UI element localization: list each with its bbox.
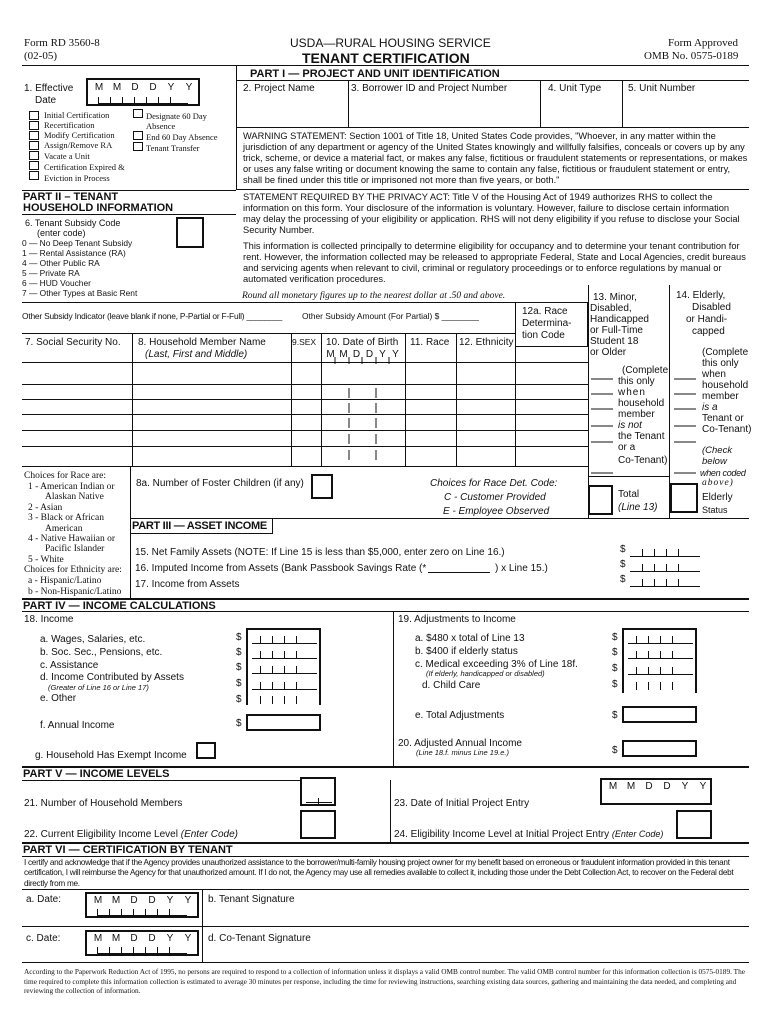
line-19e-label: e. Total Adjustments [415, 710, 505, 721]
dollar-sign: $ [612, 632, 618, 643]
line-19c-note: (If elderly, handicapped or disabled) [426, 669, 545, 678]
race-det-employee: E - Employee Observed [443, 506, 550, 517]
col-dob-header: 10. Date of Birth [326, 337, 399, 348]
initial-certification-checkbox[interactable] [29, 111, 39, 120]
agency-name: USDA—RURAL HOUSING SERVICE [290, 36, 491, 50]
certification-text: I certify and acknowledge that if the Agency provides unauthorized assistance to the borrower/multi-family housing project owner for my benefit based on erroneous or fraudulent information provided in this tenant certification, I will reimburse the Agency for that unauthorized amount. If I do not, the Agency may use all remedies available to collect it, including those under the Debt Collection Act, to recover on the Federal debt directly from me. [24, 858, 734, 888]
date-placeholder: M [93, 895, 103, 906]
certification-expired-checkbox[interactable] [29, 161, 39, 170]
ethnicity-choice: a - Hispanic/Latino [28, 576, 102, 586]
col-13-header: or Full-Time [590, 325, 643, 336]
cert-type-label: Modify Certification [44, 130, 115, 140]
subsidy-code-label: 6. Tenant Subsidy Code [25, 218, 121, 228]
warning-statement: WARNING STATEMENT: Section 1001 of Title 18, United States Code provides, "Whoever, in any matter within the jurisdiction of any department or agency of the United States knowingly and willfully falsifies, conceals or covers up by any trick, scheme, or device a material fact, or makes any false, fictitious or fraudulent statements or representations, or makes or uses any false writing or document knowing the same to contain any false, fictitious or fraudulent statement or entry, shall be fined under this title or imprisoned not more than five years, or both." [243, 131, 748, 185]
divider [22, 926, 749, 927]
part4-title: PART IV — INCOME CALCULATIONS [23, 600, 216, 612]
adjusted-income-input[interactable] [622, 740, 697, 757]
line-17-amount[interactable] [630, 577, 700, 587]
date-placeholder: D [148, 895, 156, 906]
line-18c-label: c. Assistance [40, 660, 99, 671]
divider [22, 333, 515, 334]
other-subsidy-amount[interactable]: Other Subsidy Amount (For Partial) $ ________ [302, 311, 479, 321]
col-sex-header: 9.SEX [292, 337, 317, 347]
effective-date-label-2: Date [35, 95, 57, 106]
eligibility-level-input[interactable] [300, 810, 336, 839]
eviction-checkbox[interactable] [29, 171, 39, 180]
dollar-sign: $ [236, 647, 242, 658]
designate-60-day-checkbox[interactable] [133, 109, 143, 118]
form-number: Form RD 3560-8 [24, 37, 100, 49]
end-60-day-checkbox[interactable] [133, 131, 143, 140]
date-placeholder: Y [166, 895, 174, 906]
col-13-header: or Older [590, 347, 627, 358]
divider [236, 189, 749, 190]
table-row[interactable] [22, 399, 588, 400]
divider [22, 889, 749, 890]
date-placeholder: M [626, 781, 636, 792]
modify-certification-checkbox[interactable] [29, 131, 39, 140]
divider [130, 518, 749, 519]
cotenant-date-label: c. Date: [26, 933, 61, 944]
part6-title: PART VI — CERTIFICATION BY TENANT [23, 844, 233, 856]
dollar-sign: $ [620, 574, 626, 585]
date-placeholder: D [149, 82, 157, 93]
line-20-label: 20. Adjusted Annual Income [398, 738, 522, 749]
dollar-sign: $ [612, 663, 618, 674]
table-row[interactable] [22, 414, 588, 415]
tenant-date-label: a. Date: [26, 894, 62, 905]
date-placeholder: D [645, 781, 653, 792]
date-placeholder: Y [699, 781, 707, 792]
col-divider [202, 926, 203, 962]
divider [22, 780, 302, 781]
initial-eligibility-level-input[interactable] [676, 810, 712, 839]
col-14-note: (Complete [702, 347, 749, 358]
table-row[interactable] [22, 384, 588, 385]
line13-label: (Line 13) [618, 502, 658, 513]
dob-placeholder: D [365, 349, 374, 360]
rounding-note: Round all monetary figures up to the nearest dollar at .50 and above. [242, 291, 506, 301]
elderly-status-input[interactable] [670, 483, 698, 513]
cert-type-label: End 60 Day Absence [146, 132, 218, 142]
col-14-header: Disabled [692, 302, 731, 313]
line-20-note: (Line 18.f. minus Line 19.e.) [416, 748, 509, 757]
race-choice: Alaskan Native [45, 492, 104, 502]
date-placeholder: Y [184, 933, 192, 944]
col-14-header: or Handi- [686, 314, 728, 325]
col-ethnicity-header: 12. Ethnicity [459, 337, 514, 348]
part5-title: PART V — INCOME LEVELS [23, 768, 170, 780]
line-21-label: 21. Number of Household Members [24, 798, 183, 809]
race-det-customer: C - Customer Provided [444, 492, 546, 503]
line-23-label: 23. Date of Initial Project Entry [394, 798, 530, 809]
exempt-income-input[interactable] [196, 742, 216, 759]
divider [22, 611, 749, 612]
divider [22, 302, 588, 303]
unit-number-label: 5. Unit Number [628, 83, 696, 94]
form-date: (02-05) [24, 50, 57, 62]
date-placeholder: Y [167, 82, 175, 93]
dollar-sign: $ [612, 647, 618, 658]
privacy-statement-2: This information is collected principally to determine eligibility for occupancy and to determine your tenant contribution for rent. However, the information collected may be released to appropriate Federal, State and Local Agencies, credit bureaus and servicing agents when relevant to civil, criminal or regulatory proceedings or to enforce regulations by manual or automated verification procedures. [243, 241, 746, 284]
col-13-note: household [618, 398, 665, 409]
dollar-sign: $ [612, 745, 618, 756]
line-18-label: 18. Income [24, 614, 74, 625]
part3-title: PART III — ASSET INCOME [132, 520, 267, 532]
line-15-label: 15. Net Family Assets (NOTE: If Line 15 is less than $5,000, enter zero on Line 16.) [135, 547, 505, 558]
subsidy-code-option: 7 — Other Types at Basic Rent [22, 288, 138, 298]
dob-placeholder: M [326, 349, 335, 360]
col-14-note: is a [702, 402, 718, 413]
subsidy-code-option: 0 — No Deep Tenant Subsidy [22, 238, 133, 248]
col-12a-header: 12a. Race [522, 306, 568, 317]
col-13-header: Student 18 [590, 336, 639, 347]
col-14-check-note: (Check [702, 445, 733, 456]
recertification-checkbox[interactable] [29, 121, 39, 130]
col-13-header: 13. Minor, [593, 292, 637, 303]
other-subsidy-indicator[interactable]: Other Subsidy Indicator (leave blank if none, P-Partial or F-Full) ________ [22, 311, 283, 321]
foster-children-label: 8a. Number of Foster Children (if any) [136, 478, 304, 489]
tenant-signature-label: b. Tenant Signature [208, 894, 295, 905]
line-24-label: 24. Eligibility Income Level at Initial Project Entry (Enter Code) [394, 829, 664, 840]
subsidy-code-input[interactable] [176, 217, 204, 248]
line-18g-label: g. Household Has Exempt Income [35, 750, 187, 761]
cert-type-label: Vacate a Unit [44, 151, 90, 161]
date-placeholder: M [112, 82, 122, 93]
form-approved: Form Approved [668, 37, 738, 49]
col-13-note: when [618, 387, 646, 398]
col-divider [202, 889, 203, 926]
privacy-statement: STATEMENT REQUIRED BY THE PRIVACY ACT: Title V of the Housing Act of 1949 authorizes RHS to collect the information on this form. Your disclosure of the information is voluntary. However, failure to disclose certain information may delay the processing of your eligibility or application. RHS will not deny eligibility if you refuse to disclose your Social Security Number. [243, 192, 740, 235]
dollar-sign: $ [236, 678, 242, 689]
col-14-note: Co-Tenant) [702, 424, 752, 435]
dollar-sign: $ [620, 559, 626, 570]
date-placeholder: D [130, 933, 138, 944]
line-19-label: 19. Adjustments to Income [398, 614, 516, 625]
dollar-sign: $ [236, 632, 242, 643]
part2-title: PART II – TENANT [23, 191, 119, 203]
col-divider [272, 518, 273, 534]
date-placeholder: M [94, 82, 104, 93]
cotenant-date-input[interactable] [85, 930, 199, 956]
cert-type-label: Absence [146, 121, 176, 131]
race-choice: 1 - American Indian or [28, 482, 115, 492]
date-placeholder: D [148, 933, 156, 944]
status-label: Status [702, 505, 728, 515]
date-placeholder: M [93, 933, 103, 944]
header-divider [22, 65, 749, 66]
household-members-input[interactable] [300, 777, 336, 806]
col-14-check-note: when coded [700, 468, 746, 478]
borrower-id-label: 3. Borrower ID and Project Number [351, 83, 508, 94]
line-18e-label: e. Other [40, 693, 77, 704]
date-placeholder: M [111, 933, 121, 944]
omb-number: OMB No. 0575-0189 [644, 50, 739, 62]
part2-title-2: HOUSEHOLD INFORMATION [23, 202, 174, 214]
col-divider [130, 466, 131, 598]
col-name-header: 8. Household Member Name [138, 337, 266, 348]
line-17-label: 17. Income from Assets [135, 579, 240, 590]
total-line13-input[interactable] [588, 485, 613, 515]
paperwork-notice: According to the Paperwork Reduction Act of 1995, no persons are required to respond to a collection of information unless it displays a valid OMB control number. The valid OMB control number for this information collection is 0575-0189. The time required to complete this information collection is estimated to average 30 minutes per response, including the time for reviewing instructions, searching existing data sources, gathering and maintaining the data needed, and completing and reviewing the collection of information. [24, 967, 745, 996]
page-title: TENANT CERTIFICATION [302, 50, 470, 66]
date-placeholder: D [130, 895, 138, 906]
table-row[interactable] [22, 446, 588, 447]
income-amounts-box[interactable] [246, 628, 321, 705]
col-14-note: this only [702, 358, 739, 369]
race-choice: 4 - Native Hawaiian or [28, 534, 116, 544]
effective-date-input[interactable] [86, 78, 200, 106]
dollar-sign: $ [236, 662, 242, 673]
col-13-note: the Tenant [618, 431, 665, 442]
date-placeholder: D [131, 82, 139, 93]
annual-income-input[interactable] [246, 714, 321, 731]
divider [22, 962, 749, 963]
subsidy-code-option: 4 — Other Public RA [22, 258, 100, 268]
tenant-date-input[interactable] [85, 892, 199, 918]
subsidy-code-option: 6 — HUD Voucher [22, 278, 91, 288]
race-choice: 2 - Asian [28, 503, 63, 513]
col-divider [390, 780, 391, 842]
col-13-note: (Complete [622, 365, 669, 376]
vacate-unit-checkbox[interactable] [29, 151, 39, 160]
col-12a-header: tion Code [522, 330, 565, 341]
tenant-transfer-checkbox[interactable] [133, 142, 143, 151]
col-13-header: Disabled, [590, 303, 632, 314]
cert-type-label: Eviction in Process [44, 173, 110, 183]
line-18b-label: b. Soc. Sec., Pensions, etc. [40, 647, 163, 658]
project-field-row[interactable] [236, 80, 749, 128]
col-14-note: Tenant or [702, 413, 744, 424]
col-13-note: Co-Tenant) [618, 455, 668, 466]
part1-title: PART I — PROJECT AND UNIT IDENTIFICATION [250, 68, 500, 80]
dollar-sign: $ [612, 710, 618, 721]
ethnicity-choice: b - Non-Hispanic/Latino [28, 587, 122, 597]
date-placeholder: M [608, 781, 618, 792]
line-19d-label: d. Child Care [422, 680, 481, 691]
date-placeholder: Y [166, 933, 174, 944]
col-13-note: or a [618, 442, 636, 453]
race-choice: Pacific Islander [45, 544, 105, 554]
cert-type-label: Initial Certification [44, 110, 110, 120]
elderly-label: Elderly [702, 492, 733, 503]
divider [22, 214, 236, 215]
col-13-header: Handicapped [590, 314, 649, 325]
date-placeholder: Y [681, 781, 689, 792]
line-19b-label: b. $400 if elderly status [415, 646, 518, 657]
col-14-header: capped [692, 326, 725, 337]
divider [22, 856, 749, 857]
line-22-label: 22. Current Eligibility Income Level (Enter Code) [24, 829, 238, 840]
line-18f-label: f. Annual Income [40, 720, 115, 731]
col-14-note: household [702, 380, 749, 391]
dob-tick-marks [322, 350, 406, 466]
initial-entry-date-input[interactable] [600, 778, 712, 805]
col-14-check-note: above) [702, 478, 734, 488]
col-13-note: member [618, 409, 655, 420]
race-choice: 5 - White [28, 555, 64, 565]
dollar-sign: $ [236, 694, 242, 705]
col-14-check-note: below [702, 456, 727, 467]
col-14-note: when [702, 369, 726, 380]
line-16-amount[interactable] [630, 562, 700, 572]
col13-14-lines [589, 370, 769, 480]
col-ssn-header: 7. Social Security No. [25, 337, 121, 348]
savings-rate-input[interactable] [428, 572, 490, 573]
col-13-note: is not [618, 420, 642, 431]
total-adjustments-input[interactable] [622, 706, 697, 723]
divider [130, 533, 272, 534]
table-row[interactable] [22, 362, 588, 363]
cert-type-label: Designate 60 Day [146, 111, 207, 121]
dob-placeholder: Y [379, 349, 386, 360]
col-14-header: 14. Elderly, [676, 290, 726, 301]
subsidy-code-option: 5 — Private RA [22, 268, 80, 278]
line-18a-label: a. Wages, Salaries, etc. [40, 634, 146, 645]
table-row[interactable] [22, 466, 588, 467]
unit-type-label: 4. Unit Type [548, 83, 602, 94]
line-16-label-b: ) x Line 15.) [495, 563, 548, 574]
effective-date-label: 1. Effective [24, 83, 74, 94]
adjustments-amounts-box[interactable] [622, 628, 697, 693]
dollar-sign: $ [620, 544, 626, 555]
dob-placeholder: D [352, 349, 361, 360]
cotenant-signature-label: d. Co-Tenant Signature [208, 933, 311, 944]
date-placeholder: M [111, 895, 121, 906]
line-18d-note: (Greater of Line 16 or Line 17) [48, 683, 149, 692]
table-row[interactable] [22, 430, 588, 431]
date-placeholder: Y [184, 895, 192, 906]
col-name-subheader: (Last, First and Middle) [145, 349, 248, 360]
race-choices-title: Choices for Race are: [24, 471, 107, 481]
subsidy-code-label-2: (enter code) [37, 228, 86, 238]
cert-type-label: Certification Expired & [44, 162, 125, 172]
project-name-label: 2. Project Name [243, 83, 315, 94]
col-race-header: 11. Race [410, 337, 450, 348]
dob-placeholder: Y [392, 349, 399, 360]
line-19c-label: c. Medical exceeding 3% of Line 18f. [415, 659, 578, 670]
line-15-amount[interactable] [630, 547, 700, 557]
race-choice: 3 - Black or African [28, 513, 104, 523]
foster-children-input[interactable] [311, 474, 333, 499]
total-label: Total [618, 489, 640, 500]
ethnicity-choices-title: Choices for Ethnicity are: [24, 565, 122, 575]
col-divider [393, 611, 394, 766]
subsidy-code-option: 1 — Rental Assistance (RA) [22, 248, 126, 258]
line-19a-label: a. $480 x total of Line 13 [415, 633, 525, 644]
col-12a-header: Determina- [522, 318, 572, 329]
date-placeholder: D [663, 781, 671, 792]
cert-type-label: Recertification [44, 120, 95, 130]
race-det-title: Choices for Race Det. Code: [430, 478, 558, 489]
cert-type-label: Assign/Remove RA [44, 140, 113, 150]
dob-placeholder: M [339, 349, 348, 360]
line-18d-label: d. Income Contributed by Assets [40, 672, 184, 683]
line-16-label: 16. Imputed Income from Assets (Bank Passbook Savings Rate (* [135, 563, 427, 574]
col-13-note: this only [618, 376, 655, 387]
cert-type-label: Tenant Transfer [146, 143, 200, 153]
divider [588, 476, 669, 477]
col-14-note: member [702, 391, 739, 402]
date-placeholder: Y [185, 82, 193, 93]
assign-remove-ra-checkbox[interactable] [29, 141, 39, 150]
race-choice: American [45, 524, 83, 534]
dollar-sign: $ [236, 718, 242, 729]
dollar-sign: $ [612, 679, 618, 690]
